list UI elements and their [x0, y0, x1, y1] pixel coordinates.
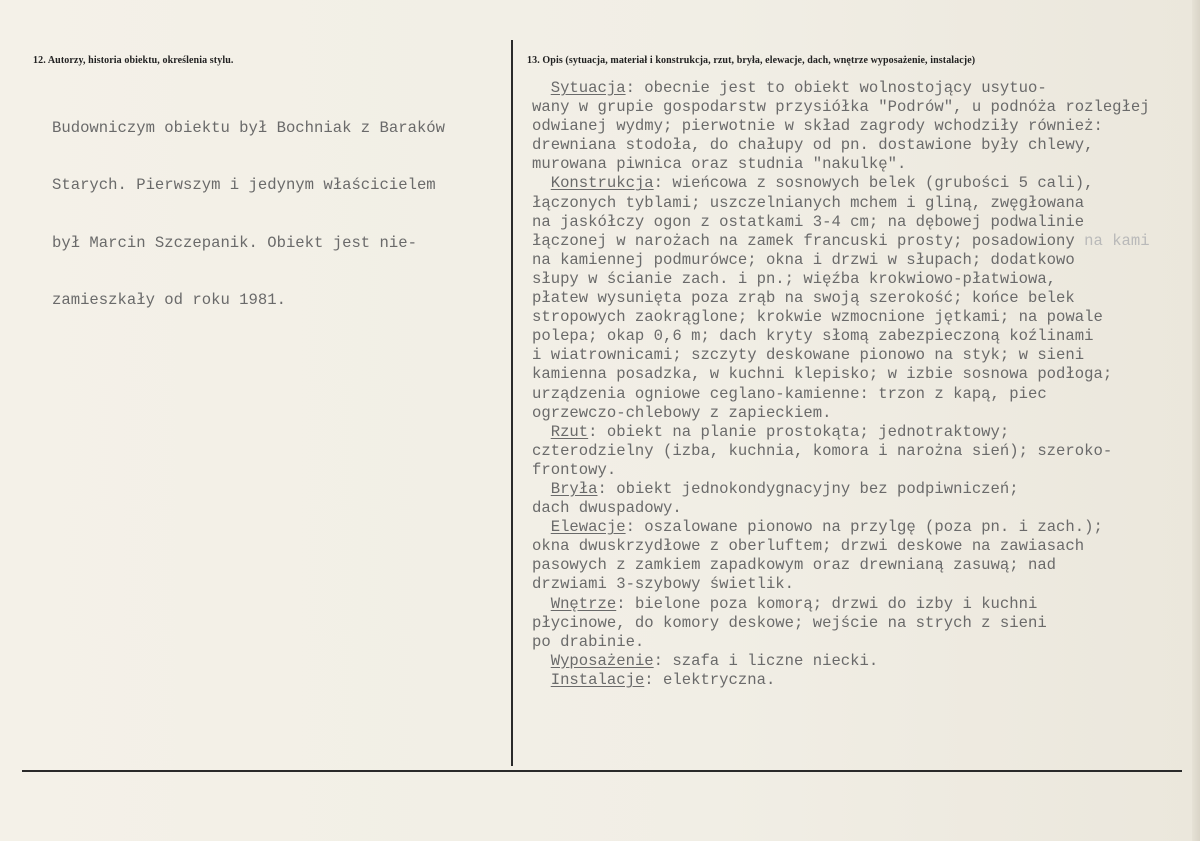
line-text: : obecnie jest to obiekt wolnostojący usytuo-: [625, 79, 1047, 97]
text-line: Budowniczym obiektu był Bochniak z Baraków: [52, 119, 446, 138]
text-line: zamieszkały od roku 1981.: [52, 291, 286, 310]
line-text: czterodzielny (izba, kuchnia, komora i narożna sień); szeroko-: [532, 441, 1113, 460]
line-text: pasowych z zamkiem zapadkowym oraz drewnianą zasuwą; nad: [532, 556, 1057, 575]
line-text: po drabinie.: [532, 632, 645, 651]
line-text: drewniana stodoła, do chałupy od pn. dostawione były chlewy,: [532, 136, 1094, 155]
text-line: [532, 575, 1150, 594]
text-line: [532, 461, 1150, 480]
text-line: [532, 423, 1150, 442]
line-text: stropowych zaokrąglone; krokwie wzmocnione jętkami; na powale: [532, 308, 1103, 327]
text-line: [532, 671, 1150, 690]
section-13-text: [532, 79, 1150, 690]
line-text: kamienna posadzka, w kuchni klepisko; w izbie sosnowa podłoga;: [532, 365, 1113, 384]
line-text: : elektryczna.: [644, 670, 776, 689]
text-line: był Marcin Szczepanik. Obiekt jest nie-: [52, 233, 417, 252]
text-line: [532, 98, 1150, 117]
line-text: płatew wysunięta poza zrąb na swoją szerokość; końce belek: [532, 289, 1075, 308]
line-text: : bielone poza komorą; drzwi do izby i kuchni: [616, 594, 1038, 613]
text-line: [532, 404, 1150, 423]
text-line: [532, 537, 1150, 556]
line-indent: [532, 79, 551, 97]
text-line: [532, 194, 1150, 213]
line-text: : obiekt jednokondygnacyjny bez podpiwniczeń;: [597, 479, 1019, 498]
subsection-label: Elewacje: [550, 518, 626, 537]
line-text: murowana piwnica oraz studnia "nakulkę".: [532, 155, 907, 174]
subsection-label: Sytuacja: [550, 79, 626, 97]
text-line: [532, 556, 1150, 575]
line-text: : wieńcowa z sosnowych belek (grubości 5 cali),: [653, 174, 1094, 193]
section-13-heading: 13. Opis (sytuacja, materiał i konstrukcja, rzut, bryła, elewacje, dach, wnętrze wyposażenie, instalacje): [527, 55, 976, 66]
text-line: [532, 251, 1150, 270]
subsection-label: Instalacje: [550, 670, 645, 689]
line-text: : obiekt na planie prostokąta; jednotraktowy;: [588, 422, 1010, 441]
section-12-heading: 12. Autorzy, historia obiektu, określenia stylu.: [33, 55, 234, 66]
text-line: [532, 442, 1150, 461]
bottom-rule: [22, 770, 1182, 772]
line-text: ogrzewczo-chlebowy z zapieckiem.: [532, 403, 832, 422]
text-line: [532, 652, 1150, 671]
line-text: frontowy.: [532, 460, 617, 479]
text-line: [532, 155, 1150, 174]
line-text: dach dwuspadowy.: [532, 499, 682, 518]
text-line: [532, 117, 1150, 136]
line-indent: [532, 595, 551, 613]
text-line: [532, 595, 1150, 614]
text-line: [532, 79, 1150, 98]
text-line: [532, 213, 1150, 232]
text-line: [532, 499, 1150, 518]
line-indent: [532, 518, 551, 536]
text-line: Starych. Pierwszym i jedynym właścicielem: [52, 176, 436, 195]
text-line: [532, 232, 1150, 251]
text-line: [532, 174, 1150, 193]
line-text: drzwiami 3-szybowy świetlik.: [532, 575, 795, 594]
line-text: : szafa i liczne niecki.: [653, 651, 879, 670]
text-line: [532, 614, 1150, 633]
line-text: łączonych tyblami; uszczelnianych mchem i gliną, zwęgłowana: [532, 193, 1085, 212]
line-indent: [532, 652, 551, 670]
line-text: : oszalowane pionowo na przylgę (poza pn. i zach.);: [625, 518, 1103, 537]
subsection-label: Wyposażenie: [550, 651, 654, 670]
subsection-label: Rzut: [550, 422, 589, 441]
text-line: [532, 633, 1150, 652]
line-text: okna dwuskrzydłowe z oberluftem; drzwi deskowe na zawiasach: [532, 537, 1085, 556]
text-line: [532, 270, 1150, 289]
subsection-label: Wnętrze: [550, 594, 617, 613]
line-text: słupy w ścianie zach. i pn.; więźba krokwiowo-płatwiowa,: [532, 269, 1057, 288]
text-line: [532, 136, 1150, 155]
text-line: [532, 518, 1150, 537]
text-line: [532, 308, 1150, 327]
column-divider: [511, 40, 513, 766]
line-text: na kamiennej podmurówce; okna i drzwi w słupach; dodatkowo: [532, 250, 1075, 269]
line-text: wany w grupie gospodarstw przysiółka "Podrów", u podnóża rozległej: [532, 98, 1150, 117]
text-line: [532, 346, 1150, 365]
line-text: łączonej w narożach na zamek francuski prosty; posadowiony: [532, 231, 1075, 250]
text-line: [532, 365, 1150, 384]
line-text: płycinowe, do komory deskowe; wejście na strych z sieni: [532, 613, 1047, 632]
text-line: [532, 385, 1150, 404]
line-text: odwianej wydmy; pierwotnie w skład zagrody wchodziły również:: [532, 117, 1103, 136]
section-12-text: [52, 81, 445, 348]
line-indent: [532, 671, 551, 689]
text-line: [532, 480, 1150, 499]
faded-text: na kami: [1074, 231, 1150, 250]
text-line: [532, 289, 1150, 308]
line-indent: [532, 480, 551, 498]
paper-edge: [1192, 0, 1200, 841]
line-text: polepa; okap 0,6 m; dach kryty słomą zabezpieczoną koźlinami: [532, 327, 1094, 346]
line-text: na jaskółczy ogon z ostatkami 3-4 cm; na dębowej podwalinie: [532, 212, 1085, 231]
line-indent: [532, 423, 551, 441]
subsection-label: Konstrukcja: [550, 174, 654, 193]
subsection-label: Bryła: [550, 479, 598, 498]
line-text: i wiatrownicami; szczyty deskowane pionowo na styk; w sieni: [532, 346, 1085, 365]
line-indent: [532, 174, 551, 192]
line-text: urządzenia ogniowe ceglano-kamienne: trzon z kapą, piec: [532, 384, 1047, 403]
text-line: [532, 327, 1150, 346]
